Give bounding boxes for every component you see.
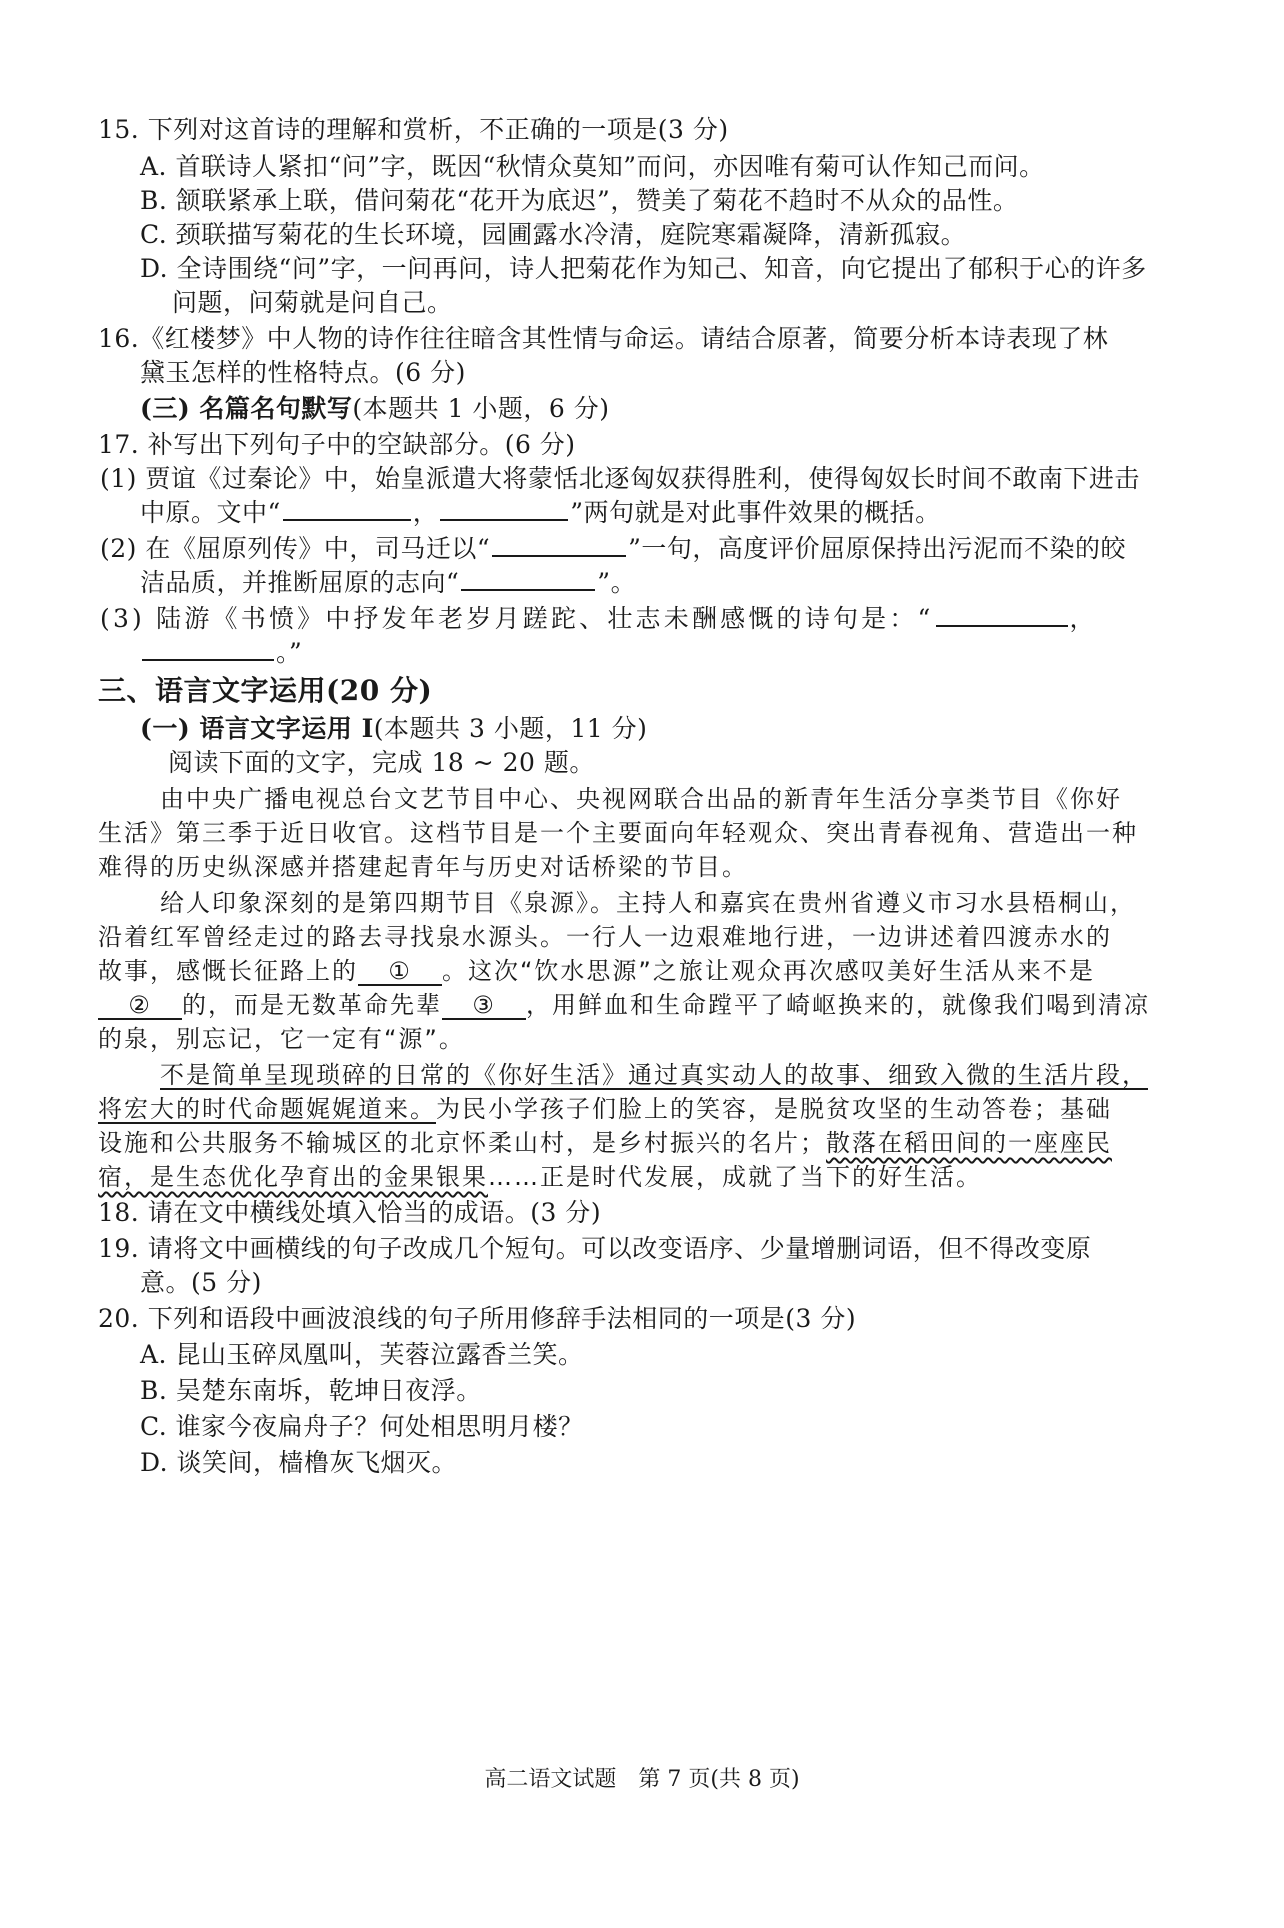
- passage-p1-line-1: 由中央广播电视总台文艺节目中心、央视网联合出品的新青年生活分享类节目《你好: [160, 785, 1122, 813]
- q15-option-c: C. 颈联描写菊花的生长环境，园圃露水冷清，庭院寒霜凝降，清新孤寂。: [140, 220, 967, 249]
- underlined-sentence: 不是简单呈现琐碎的日常的《你好生活》通过真实动人的故事、细致入微的生活片段，: [160, 1061, 1148, 1089]
- q17-p3-text: (3) 陆游《书愤》中抒发年老岁月蹉跎、壮志未酬感慨的诗句是：“: [100, 604, 934, 633]
- section-3-note: (本题共 1 小题，6 分): [352, 394, 610, 423]
- answer-blank[interactable]: [283, 497, 411, 521]
- passage-p1-line-3: 难得的历史纵深感并搭建起青年与历史对话桥梁的节目。: [98, 853, 748, 881]
- passage-p2-line-2: 沿着红军曾经走过的路去寻找泉水源头。一行人一边艰难地行进，一边讲述着四渡赤水的: [98, 923, 1112, 951]
- q17-p2-text: (2) 在《屈原列传》中，司马迁以“: [100, 534, 491, 563]
- q15-option-d: D. 全诗围绕“问”字，一问再问，诗人把菊花作为知己、知音，向它提出了郁积于心的许多: [140, 254, 1147, 283]
- passage-text: 的，而是无数革命先辈: [182, 991, 442, 1019]
- page-footer: 高二语文试题 第 7 页(共 8 页): [484, 1767, 800, 1792]
- passage-p2-line-3: [98, 954, 1095, 988]
- passage-text: 为民小学孩子们脸上的笑容，是脱贫攻坚的生动答卷；基础: [436, 1095, 1112, 1123]
- blank-2[interactable]: ②: [98, 992, 182, 1020]
- q17-p2b-text-end: ”。: [597, 568, 637, 597]
- q15-option-b: B. 颔联紧承上联，借问菊花“花开为底迟”，赞美了菊花不趋时不从众的品性。: [140, 186, 1019, 215]
- q20-option-d: D. 谈笑间，樯橹灰飞烟灭。: [140, 1448, 458, 1477]
- passage-p2-line-1: 给人印象深刻的是第四期节目《泉源》。主持人和嘉宾在贵州省遵义市习水县梧桐山，: [160, 889, 1136, 917]
- section-3-title: (三) 名篇名句默写: [140, 394, 353, 423]
- q20-option-b: B. 吴楚东南坼，乾坤日夜浮。: [140, 1376, 482, 1405]
- section-3-heading: [140, 392, 610, 426]
- answer-blank[interactable]: [936, 603, 1068, 627]
- answer-blank[interactable]: [142, 637, 274, 661]
- underlined-sentence-end: 将宏大的时代命题娓娓道来。: [98, 1095, 436, 1123]
- q17-part-2-line-2: [140, 566, 636, 600]
- answer-blank[interactable]: [492, 533, 626, 557]
- passage-p3-line-2: [98, 1092, 1112, 1126]
- passage-p1-line-2: 生活》第三季于近日收官。这档节目是一个主要面向年轻观众、突出青春视角、营造出一种: [98, 819, 1138, 847]
- passage-p2-line-4: [98, 988, 1150, 1022]
- blank-1[interactable]: ①: [358, 958, 442, 986]
- q17-part-1-line-1: (1) 贾谊《过秦论》中，始皇派遣大将蒙恬北逐匈奴获得胜利，使得匈奴长时间不敢南下进击: [100, 464, 1140, 493]
- subsection-1-heading: [140, 712, 647, 746]
- q17-part-1-line-2: [140, 496, 941, 530]
- q19-line-2: 意。(5 分): [140, 1268, 262, 1297]
- q17-part-3-line-1: [100, 602, 1098, 636]
- passage-p3-line-3: [98, 1126, 1112, 1160]
- subsection-1-note: (本题共 3 小题，11 分): [373, 714, 648, 743]
- q16-line-2: 黛玉怎样的性格特点。(6 分): [140, 358, 466, 387]
- q15-option-a: A. 首联诗人紧扣“问”字，既因“秋情众莫知”而问，亦因唯有菊可认作知己而问。: [140, 152, 1045, 181]
- q20-stem: 20. 下列和语段中画波浪线的句子所用修辞手法相同的一项是(3 分): [98, 1304, 857, 1333]
- q17-p3b-text-end: 。”: [276, 638, 303, 667]
- reading-instruction: 阅读下面的文字，完成 18 ~ 20 题。: [168, 748, 595, 777]
- blank-3[interactable]: ③: [442, 992, 526, 1020]
- q15-stem: 15. 下列对这首诗的理解和赏析，不正确的一项是(3 分): [98, 115, 729, 144]
- passage-text: 故事，感慨长征路上的: [98, 957, 358, 985]
- q17-part-2-line-1: [100, 532, 1126, 566]
- q17-stem: 17. 补写出下列句子中的空缺部分。(6 分): [98, 430, 576, 459]
- passage-text: 设施和公共服务不输城区的北京怀柔山村，是乡村振兴的名片；: [98, 1129, 826, 1157]
- passage-p3-line-4: [98, 1160, 982, 1194]
- q17-p3-comma: ，: [1069, 604, 1098, 633]
- q18-stem: 18. 请在文中横线处填入恰当的成语。(3 分): [98, 1198, 602, 1227]
- q16-line-1: 16.《红楼梦》中人物的诗作往往暗含其性情与命运。请结合原著，简要分析本诗表现了林: [98, 324, 1109, 353]
- q17-p2b-text: 洁品质，并推断屈原的志向“: [140, 568, 460, 597]
- q15-option-d-cont: 问题，问菊就是问自己。: [172, 288, 453, 317]
- q17-part-3-line-2: [140, 636, 302, 670]
- q17-p1-text-end: ”两句就是对此事件效果的概括。: [570, 498, 941, 527]
- passage-text: 。这次“饮水思源”之旅让观众再次感叹美好生活从来不是: [442, 957, 1095, 985]
- q17-p2-text-end: ”一句，高度评价屈原保持出污泥而不染的皎: [628, 534, 1126, 563]
- answer-blank[interactable]: [440, 497, 568, 521]
- q20-option-c: C. 谁家今夜扁舟子？何处相思明月楼？: [140, 1412, 584, 1441]
- wavy-sentence-end: 宿，是生态优化孕育出的金果银果: [98, 1163, 488, 1191]
- wavy-sentence: 散落在稻田间的一座座民: [826, 1129, 1112, 1157]
- passage-p3-line-1: [160, 1058, 1148, 1092]
- q19-line-1: 19. 请将文中画横线的句子改成几个短句。可以改变语序、少量增删词语，但不得改变原: [98, 1234, 1092, 1263]
- q17-p1-comma: ，: [412, 498, 439, 527]
- q20-option-a: A. 昆山玉碎凤凰叫，芙蓉泣露香兰笑。: [140, 1340, 584, 1369]
- q17-p1-text: 中原。文中“: [140, 498, 281, 527]
- passage-text: ，用鲜血和生命蹚平了崎岖换来的，就像我们喝到清凉: [526, 991, 1150, 1019]
- subsection-1-title: (一) 语言文字运用 Ⅰ: [140, 714, 374, 743]
- passage-p2-line-5: 的泉，别忘记，它一定有“源”。: [98, 1025, 465, 1053]
- answer-blank[interactable]: [461, 567, 595, 591]
- part-3-title: 三、语言文字运用(20 分): [98, 674, 433, 707]
- passage-text: ……正是时代发展，成就了当下的好生活。: [488, 1163, 982, 1191]
